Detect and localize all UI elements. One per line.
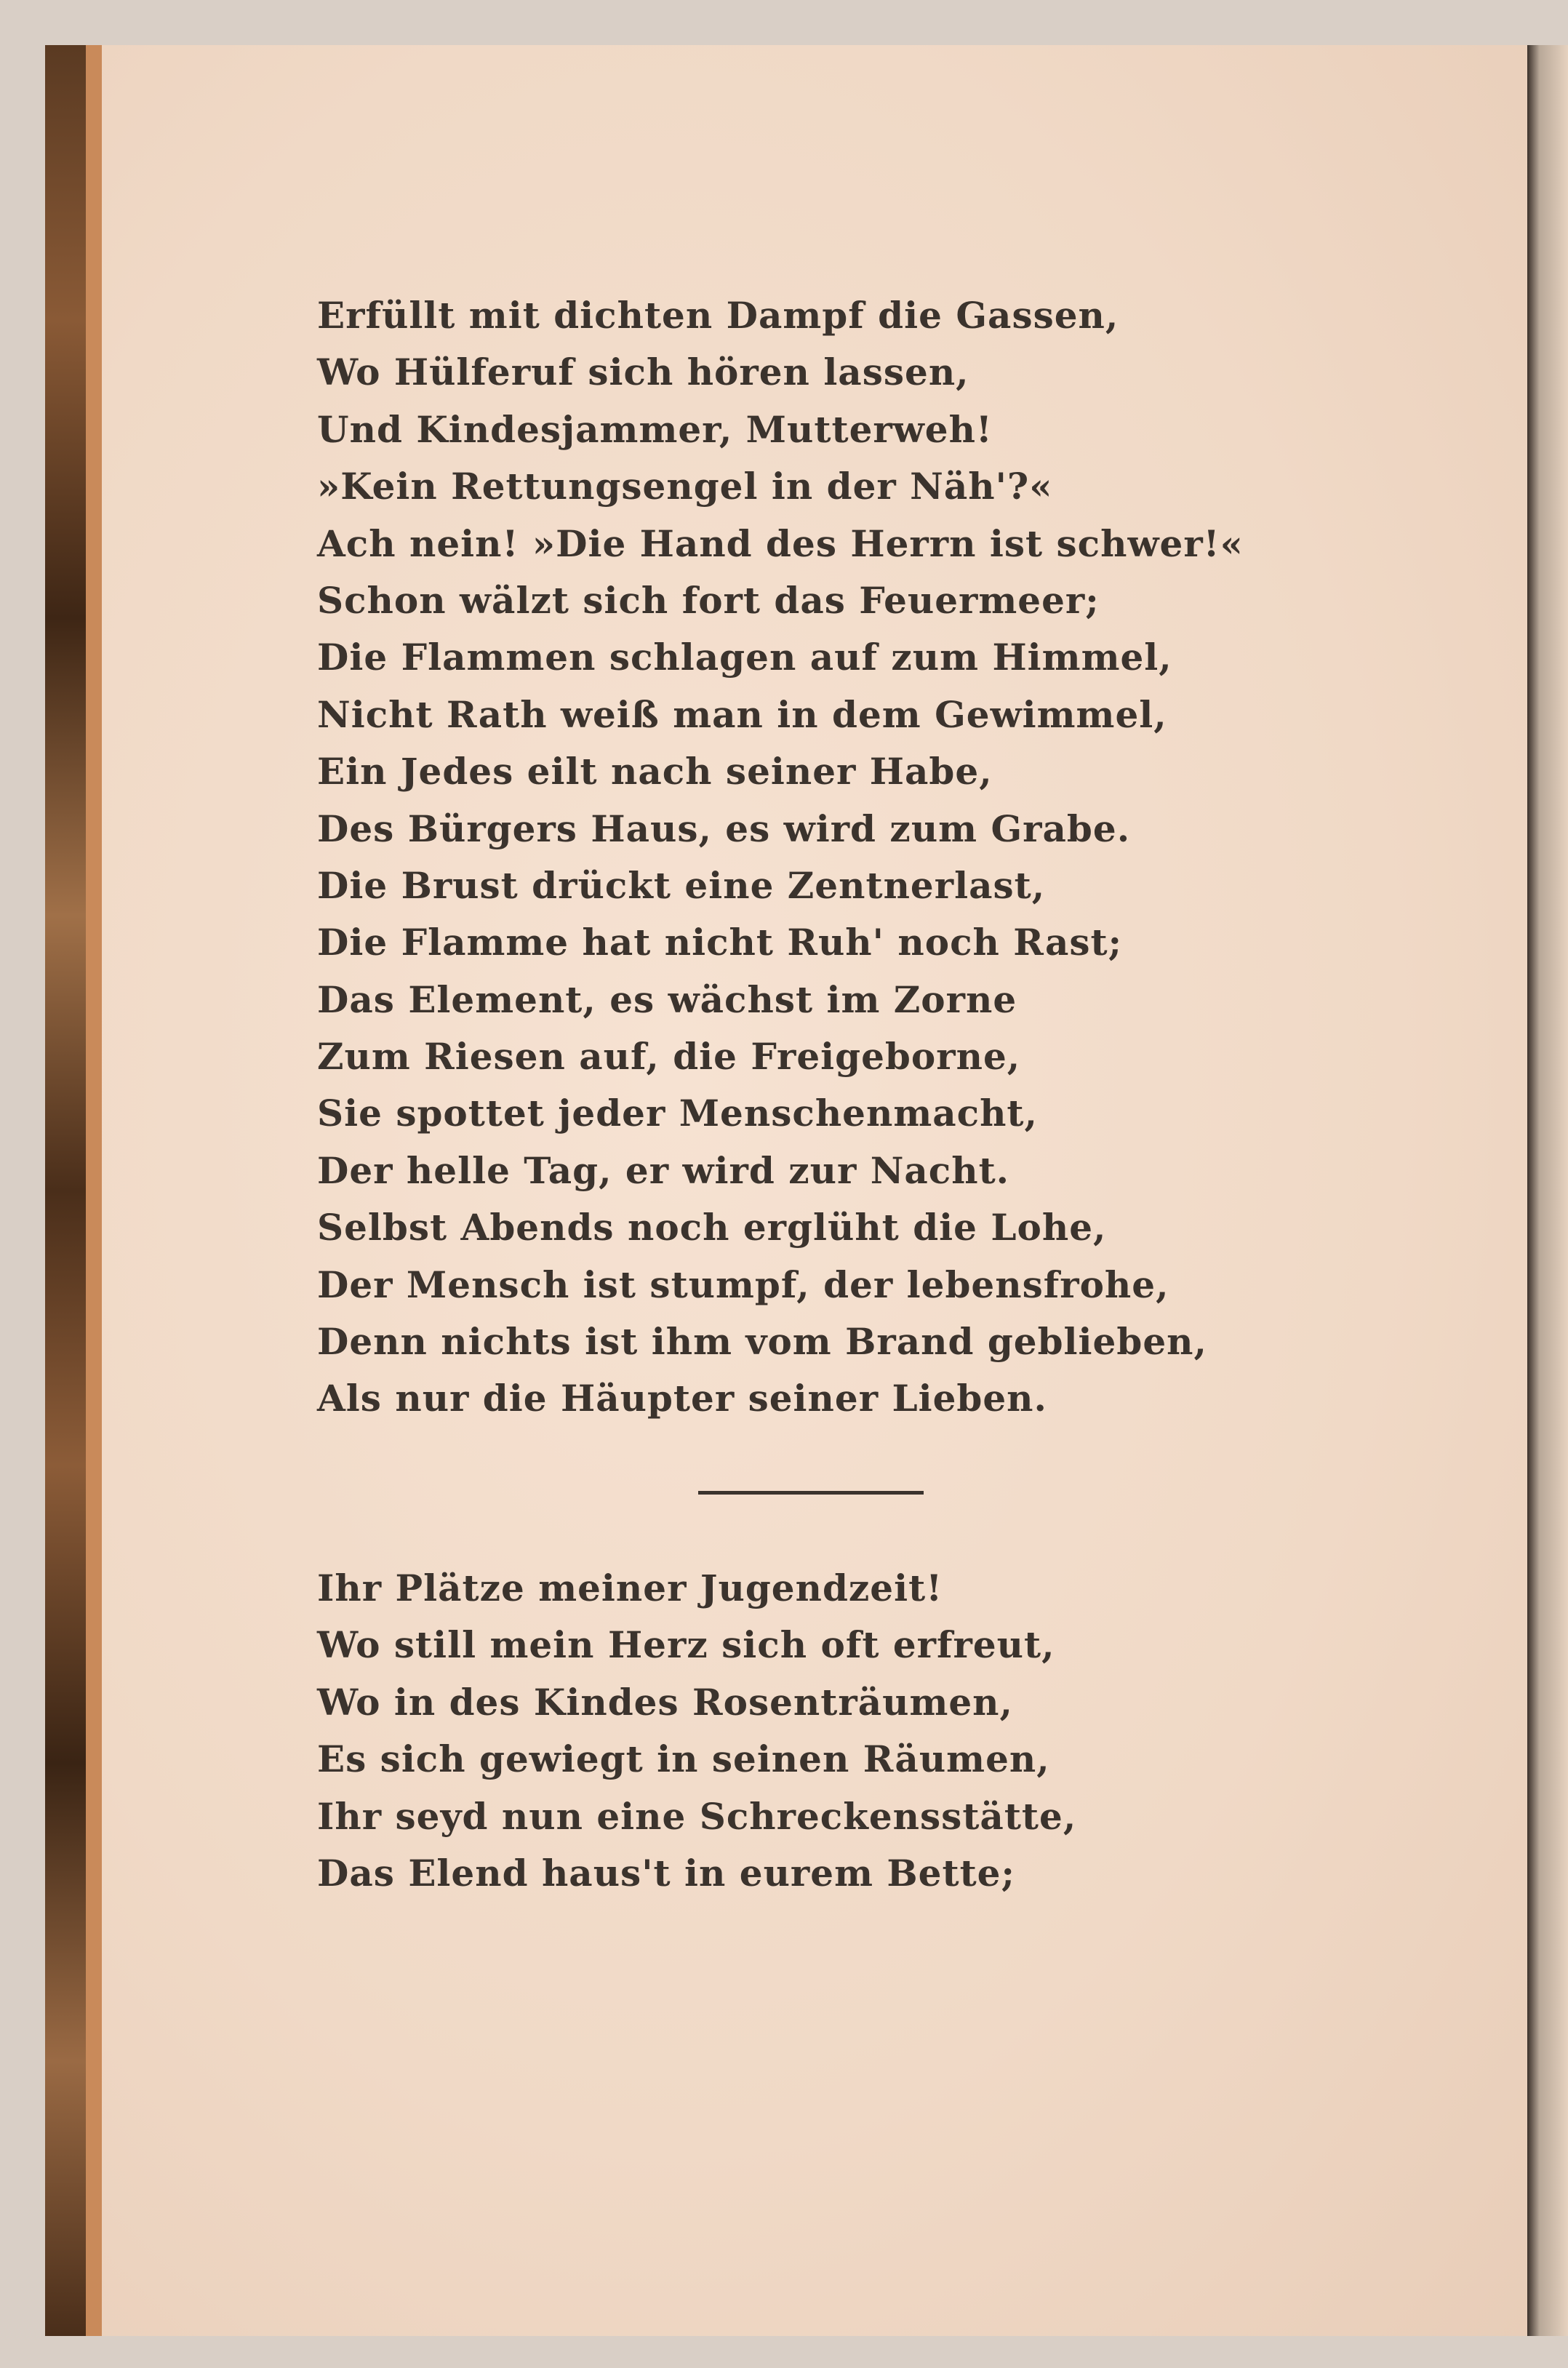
poem-line: Zum Riesen auf, die Freigeborne, <box>317 1035 1021 1079</box>
poem-line: Nicht Rath weiß man in dem Gewimmel, <box>317 692 1167 736</box>
poem-line: Ein Jedes eilt nach seiner Habe, <box>317 750 993 793</box>
poem-line: Die Brust drückt eine Zentnerlast, <box>317 863 1046 907</box>
poem-line: Wo in des Kindes Rosenträumen, <box>317 1680 1013 1724</box>
poem-line: Denn nichts ist ihm vom Brand geblieben, <box>317 1320 1207 1364</box>
poem-line: Das Elend haus't in eurem Bette; <box>317 1851 1015 1895</box>
poem-line: Erfüllt mit dichten Dampf die Gassen, <box>317 294 1119 337</box>
poem-line: Schon wälzt sich fort das Feuermeer; <box>317 578 1100 622</box>
poem-stanza-1 <box>317 287 1244 1428</box>
poem-line: Als nur die Häupter seiner Lieben. <box>317 1377 1047 1420</box>
poem-line: Des Bürgers Haus, es wird zum Grabe. <box>317 807 1131 850</box>
poem-line: Und Kindesjammer, Mutterweh! <box>317 407 993 451</box>
page-edge <box>86 45 103 2336</box>
poem-line: Der Mensch ist stumpf, der lebensfrohe, <box>317 1263 1169 1306</box>
poem-line: Die Flamme hat nicht Ruh' noch Rast; <box>317 921 1123 964</box>
poem-line: Wo still mein Herz sich oft erfreut, <box>317 1623 1055 1667</box>
poem-line: Ihr Plätze meiner Jugendzeit! <box>317 1567 943 1609</box>
poem-line: »Kein Rettungsengel in der Näh'?« <box>317 465 1053 508</box>
poem-line: Der helle Tag, er wird zur Nacht. <box>317 1148 1010 1192</box>
next-page-edge <box>1527 45 1568 2336</box>
poem-line: Die Flammen schlagen auf zum Himmel, <box>317 636 1172 679</box>
poem-line: Wo Hülferuf sich hören lassen, <box>317 351 969 394</box>
section-divider <box>698 1491 924 1495</box>
poem-line: Ach nein! »Die Hand des Herrn ist schwer!« <box>317 521 1244 565</box>
poem-line: Das Element, es wächst im Zorne <box>317 977 1017 1021</box>
book-binding <box>45 45 90 2336</box>
poem-line: Ihr seyd nun eine Schreckensstätte, <box>317 1794 1077 1838</box>
poem-line: Es sich gewiegt in seinen Räumen, <box>317 1737 1050 1781</box>
poem-line: Sie spottet jeder Menschenmacht, <box>317 1092 1038 1135</box>
poem-line: Selbst Abends noch erglüht die Lohe, <box>317 1206 1107 1249</box>
poem-stanza-2 <box>317 1560 1076 1902</box>
